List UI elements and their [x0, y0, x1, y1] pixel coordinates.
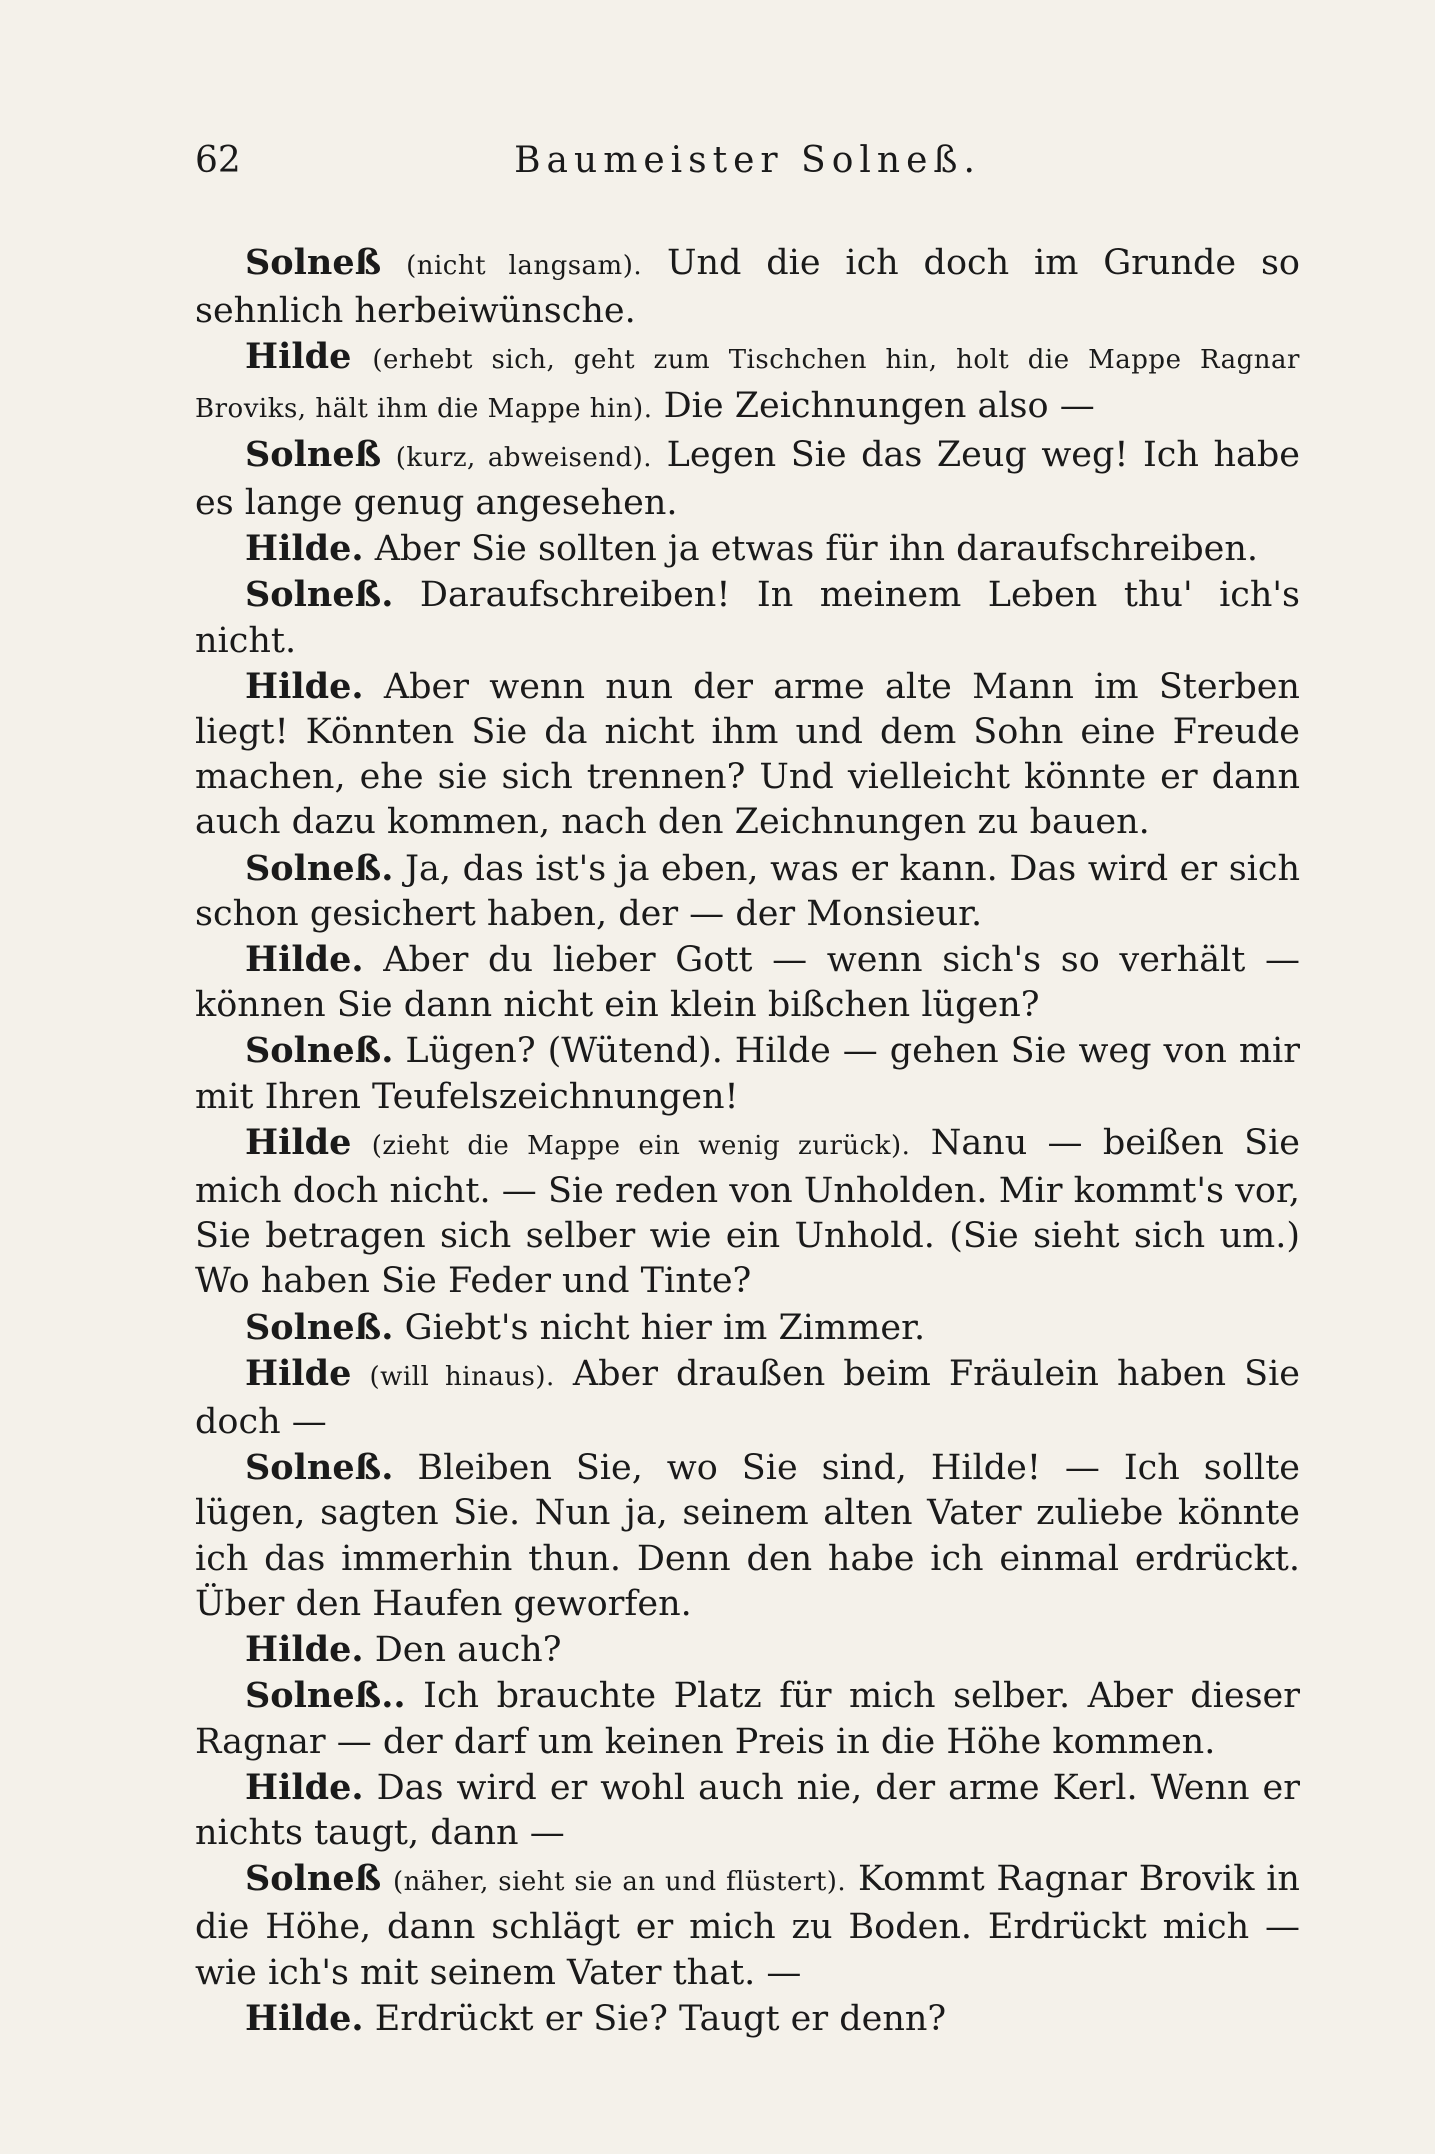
speech — [195, 334, 1300, 431]
stage-direction: (nicht langsam). — [406, 251, 643, 281]
speaker-name: Solneß. — [245, 574, 394, 616]
page-header — [195, 140, 1300, 200]
speech-text: Das wird er wohl auch nie, der arme Kerl. Wenn er nichts taugt, dann — — [195, 1767, 1300, 1853]
page-number: 62 — [195, 140, 241, 181]
speaker-name: Hilde. — [245, 665, 364, 707]
speech-text: Ja, das ist's ja eben, was er kann. Das wird er sich schon gesichert haben, der — der Monsieur. — [195, 848, 1300, 934]
speech — [195, 1673, 1300, 1764]
speech-text: Erdrückt er Sie? Taugt er denn? — [374, 1998, 947, 2039]
speech — [195, 1028, 1300, 1119]
running-title: Baumeister Solneß. — [514, 140, 981, 181]
stage-direction: (erhebt sich, geht zum Tischchen hin, holt die Mappe Ragnar Broviks, hält ihm die Mappe hin). — [195, 345, 1300, 424]
speaker-name: Solneß — [245, 433, 382, 475]
stage-direction: (kurz, abweisend). — [395, 442, 653, 473]
speaker-name: Hilde. — [245, 1766, 364, 1808]
speaker-name: Solneß. — [245, 847, 394, 889]
speech — [195, 572, 1300, 663]
speaker-name: Hilde — [245, 1352, 352, 1394]
speaker-name: Solneß.. — [245, 1675, 406, 1717]
speaker-name: Hilde — [245, 336, 352, 378]
speech-text: Aber wenn nun der arme alte Mann im Sterben liegt! Könnten Sie da nicht ihm und dem Sohn eine Freude machen, ehe sie sich trennen? Und vielleicht könnte er dann auch dazu kommen, nach den Zeichnungen zu bauen. — [195, 666, 1300, 843]
speaker-name: Solneß. — [245, 1447, 394, 1489]
speech-text: Daraufschreiben! In meinem Leben thu' ich's nicht. — [195, 575, 1300, 661]
speaker-name: Solneß. — [245, 1306, 394, 1348]
speech-text: Aber draußen beim Fräulein haben Sie doch — — [195, 1353, 1300, 1443]
speech — [195, 664, 1300, 846]
speech-text: Die Zeichnungen also — — [663, 385, 1095, 426]
dialogue-text — [195, 240, 1300, 2042]
speaker-name: Hilde. — [245, 528, 364, 570]
speaker-name: Hilde — [245, 1121, 352, 1163]
stage-direction: (will hinaus). — [369, 1361, 555, 1392]
speaker-name: Hilde. — [245, 939, 364, 981]
speaker-name: Hilde. — [245, 1997, 364, 2039]
speech-text: Giebt's nicht hier im Zimmer. — [404, 1307, 926, 1348]
speech-text: Nanu — beißen Sie mich doch nicht. — Sie reden von Unholden. Mir kommt's vor, Sie betragen sich selber wie ein Unhold. (Sie sieht sich um.) Wo haben Sie Feder und Tinte? — [195, 1122, 1300, 1302]
speech — [195, 1351, 1300, 1445]
speech-text: Ich brauchte Platz für mich selber. Aber dieser Ragnar — der darf um keinen Preis in die Höhe kommen. — [195, 1676, 1300, 1762]
speech — [195, 1856, 1300, 1996]
speech — [195, 1627, 1300, 1673]
speech — [195, 1445, 1300, 1627]
speech — [195, 1120, 1300, 1305]
speech-text: Lügen? (Wütend). Hilde — gehen Sie weg von mir mit Ihren Teufelszeichnungen! — [195, 1031, 1300, 1117]
speaker-name: Hilde. — [245, 1629, 364, 1671]
speech — [195, 1996, 1300, 2042]
stage-direction: (näher, sieht sie an und flüstert). — [393, 1867, 847, 1898]
speech — [195, 937, 1300, 1028]
speech — [195, 1305, 1300, 1351]
speech-text: Aber Sie sollten ja etwas für ihn daraufschreiben. — [374, 529, 1259, 570]
speech-text: Den auch? — [374, 1630, 562, 1671]
speech — [195, 526, 1300, 572]
speech-text: Kommt Ragnar Brovik in die Höhe, dann schlägt er mich zu Boden. Erdrückt mich — wie ich's mit seinem Vater that. — — [195, 1859, 1300, 1993]
speaker-name: Solneß. — [245, 1030, 394, 1072]
speaker-name: Solneß — [245, 242, 382, 283]
stage-direction: (zieht die Mappe ein wenig zurück). — [371, 1130, 911, 1161]
speech-text: Aber du lieber Gott — wenn sich's so verhält — können Sie dann nicht ein klein bißchen lügen? — [195, 940, 1300, 1026]
speech-text: Bleiben Sie, wo Sie sind, Hilde! — Ich sollte lügen, sagten Sie. Nun ja, seinem alten Vater zuliebe könnte ich das immerhin thun. Denn den habe ich einmal erdrückt. Über den Haufen geworfen. — [195, 1448, 1300, 1624]
speech — [195, 432, 1300, 526]
speech — [195, 846, 1300, 937]
speech — [195, 1765, 1300, 1856]
speech — [195, 240, 1300, 334]
speech-text: Legen Sie das Zeug weg! Ich habe es lange genug angesehen. — [195, 434, 1300, 524]
speaker-name: Solneß — [245, 1858, 382, 1900]
speech-text: Und die ich doch im Grunde so sehnlich herbeiwünsche. — [195, 243, 1300, 332]
